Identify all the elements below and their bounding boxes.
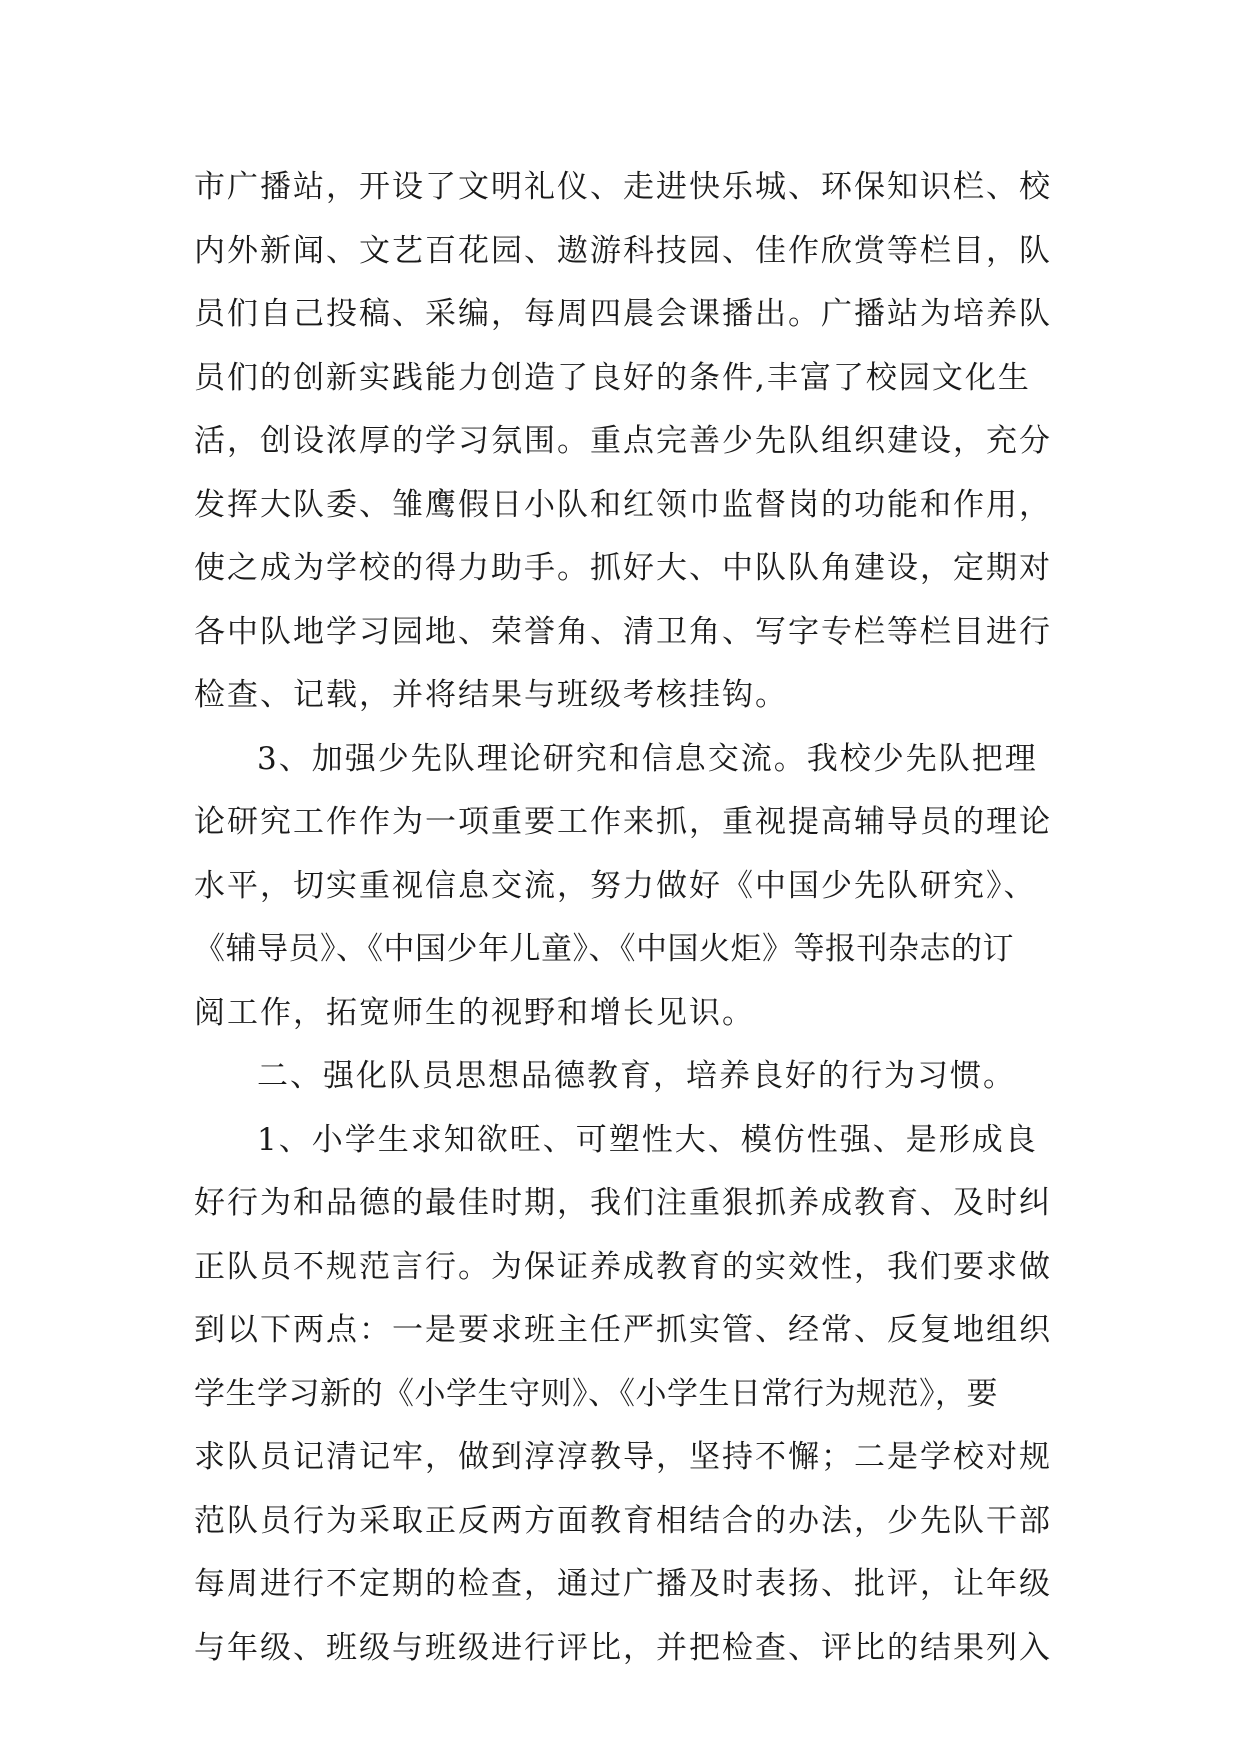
text-line: 发挥大队委、雏鹰假日小队和红领巾监督岗的功能和作用， [194, 486, 1052, 523]
paragraph-start: 3、加强少先队理论研究和信息交流。我校少先队把理 [257, 740, 1038, 777]
text-line: 使之成为学校的得力助手。抓好大、中队队角建设，定期对 [194, 550, 1052, 586]
text-line: 与年级、班级与班级进行评比，并把检查、评比的结果列入 [194, 1629, 1052, 1666]
text-line: 检查、记载，并将结果与班级考核挂钩。 [194, 677, 788, 713]
section-heading: 二、强化队员思想品德教育，培养良好的行为习惯。 [257, 1058, 1016, 1094]
text-line: 求队员记清记牢，做到淳淳教导，坚持不懈；二是学校对规 [194, 1439, 1052, 1475]
text-line: 学生学习新的《小学生守则》、《小学生日常行为规范》，要 [194, 1375, 998, 1412]
text-line: 到以下两点：一是要求班主任严抓实管、经常、反复地组织 [194, 1312, 1052, 1348]
body-text [194, 156, 1054, 1680]
text-line: 正队员不规范言行。为保证养成教育的实效性，我们要求做 [194, 1248, 1052, 1285]
text-line: 市广播站，开设了文明礼仪、走进快乐城、环保知识栏、校 [194, 169, 1052, 205]
text-line: 论研究工作作为一项重要工作来抓，重视提高辅导员的理论 [194, 804, 1052, 840]
text-line: 每周进行不定期的检查，通过广播及时表扬、批评，让年级 [194, 1566, 1052, 1602]
text-line: 好行为和品德的最佳时期，我们注重狠抓养成教育、及时纠 [194, 1185, 1052, 1221]
text-line: 活，创设浓厚的学习氛围。重点完善少先队组织建设，充分 [194, 423, 1052, 459]
text-line: 员们的创新实践能力创造了良好的条件,丰富了校园文化生 [194, 359, 1031, 396]
text-line: 内外新闻、文艺百花园、遨游科技园、佳作欣赏等栏目，队 [194, 232, 1052, 269]
text-line: 阅工作，拓宽师生的视野和增长见识。 [194, 994, 755, 1031]
paragraph-start: 1、小学生求知欲旺、可塑性大、模仿性强、是形成良 [257, 1121, 1038, 1158]
text-line: 范队员行为采取正反两方面教育相结合的办法，少先队干部 [194, 1502, 1052, 1539]
text-line: 各中队地学习园地、荣誉角、清卫角、写字专栏等栏目进行 [194, 613, 1052, 650]
text-line: 水平，切实重视信息交流，努力做好《中国少先队研究》、 [194, 867, 1037, 904]
text-line: 《辅导员》、《中国少年儿童》、《中国火炬》等报刊杂志的订 [194, 931, 1014, 967]
text-line: 员们自己投稿、采编，每周四晨会课播出。广播站为培养队 [194, 296, 1052, 332]
